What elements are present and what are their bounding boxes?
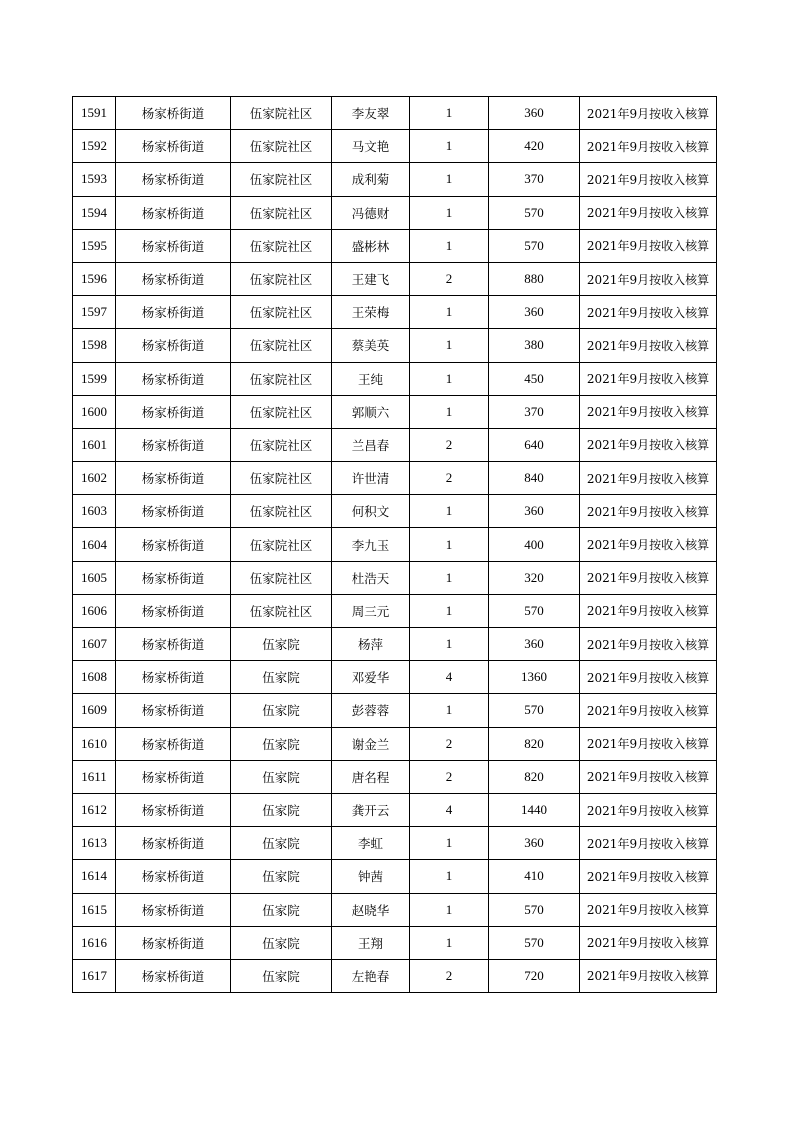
household-size-cell: 1 xyxy=(410,362,489,395)
community-cell: 伍家院社区 xyxy=(231,395,332,428)
name-cell: 兰昌春 xyxy=(332,428,410,461)
amount-cell: 720 xyxy=(489,959,580,992)
community-cell: 伍家院 xyxy=(231,860,332,893)
note-cell: 2021年9月按收入核算 xyxy=(580,395,717,428)
community-cell: 伍家院社区 xyxy=(231,196,332,229)
table-row xyxy=(73,229,717,262)
household-size-cell: 1 xyxy=(410,395,489,428)
name-cell: 何积文 xyxy=(332,495,410,528)
table-row xyxy=(73,262,717,295)
amount-cell: 410 xyxy=(489,860,580,893)
street-cell: 杨家桥街道 xyxy=(116,130,231,163)
table-row xyxy=(73,495,717,528)
community-cell: 伍家院社区 xyxy=(231,97,332,130)
household-size-cell: 1 xyxy=(410,495,489,528)
street-cell: 杨家桥街道 xyxy=(116,760,231,793)
note-cell: 2021年9月按收入核算 xyxy=(580,893,717,926)
household-size-cell: 4 xyxy=(410,661,489,694)
note-cell: 2021年9月按收入核算 xyxy=(580,760,717,793)
household-size-cell: 4 xyxy=(410,793,489,826)
amount-cell: 880 xyxy=(489,262,580,295)
name-cell: 邓爱华 xyxy=(332,661,410,694)
community-cell: 伍家院社区 xyxy=(231,362,332,395)
table-row xyxy=(73,163,717,196)
name-cell: 蔡美英 xyxy=(332,329,410,362)
note-cell: 2021年9月按收入核算 xyxy=(580,428,717,461)
amount-cell: 420 xyxy=(489,130,580,163)
household-size-cell: 1 xyxy=(410,893,489,926)
street-cell: 杨家桥街道 xyxy=(116,893,231,926)
amount-cell: 1360 xyxy=(489,661,580,694)
street-cell: 杨家桥街道 xyxy=(116,428,231,461)
name-cell: 彭蓉蓉 xyxy=(332,694,410,727)
street-cell: 杨家桥街道 xyxy=(116,462,231,495)
note-cell: 2021年9月按收入核算 xyxy=(580,262,717,295)
amount-cell: 570 xyxy=(489,893,580,926)
name-cell: 唐名程 xyxy=(332,760,410,793)
household-size-cell: 1 xyxy=(410,196,489,229)
household-size-cell: 2 xyxy=(410,262,489,295)
street-cell: 杨家桥街道 xyxy=(116,793,231,826)
street-cell: 杨家桥街道 xyxy=(116,296,231,329)
note-cell: 2021年9月按收入核算 xyxy=(580,329,717,362)
name-cell: 李友翠 xyxy=(332,97,410,130)
note-cell: 2021年9月按收入核算 xyxy=(580,661,717,694)
street-cell: 杨家桥街道 xyxy=(116,827,231,860)
note-cell: 2021年9月按收入核算 xyxy=(580,594,717,627)
row-number-cell: 1615 xyxy=(73,893,116,926)
household-size-cell: 1 xyxy=(410,229,489,262)
household-size-cell: 1 xyxy=(410,296,489,329)
table-row xyxy=(73,97,717,130)
street-cell: 杨家桥街道 xyxy=(116,860,231,893)
table-row xyxy=(73,462,717,495)
street-cell: 杨家桥街道 xyxy=(116,561,231,594)
row-number-cell: 1610 xyxy=(73,727,116,760)
amount-cell: 370 xyxy=(489,163,580,196)
row-number-cell: 1617 xyxy=(73,959,116,992)
street-cell: 杨家桥街道 xyxy=(116,628,231,661)
household-size-cell: 1 xyxy=(410,97,489,130)
amount-cell: 360 xyxy=(489,827,580,860)
row-number-cell: 1604 xyxy=(73,528,116,561)
community-cell: 伍家院 xyxy=(231,959,332,992)
row-number-cell: 1608 xyxy=(73,661,116,694)
household-size-cell: 1 xyxy=(410,528,489,561)
name-cell: 许世清 xyxy=(332,462,410,495)
amount-cell: 400 xyxy=(489,528,580,561)
note-cell: 2021年9月按收入核算 xyxy=(580,130,717,163)
street-cell: 杨家桥街道 xyxy=(116,196,231,229)
row-number-cell: 1596 xyxy=(73,262,116,295)
table-row xyxy=(73,528,717,561)
row-number-cell: 1602 xyxy=(73,462,116,495)
community-cell: 伍家院社区 xyxy=(231,130,332,163)
row-number-cell: 1603 xyxy=(73,495,116,528)
amount-cell: 360 xyxy=(489,97,580,130)
name-cell: 周三元 xyxy=(332,594,410,627)
community-cell: 伍家院社区 xyxy=(231,561,332,594)
table-row xyxy=(73,661,717,694)
note-cell: 2021年9月按收入核算 xyxy=(580,926,717,959)
community-cell: 伍家院 xyxy=(231,827,332,860)
community-cell: 伍家院 xyxy=(231,926,332,959)
community-cell: 伍家院社区 xyxy=(231,296,332,329)
row-number-cell: 1593 xyxy=(73,163,116,196)
street-cell: 杨家桥街道 xyxy=(116,528,231,561)
table-row xyxy=(73,329,717,362)
row-number-cell: 1614 xyxy=(73,860,116,893)
table-row xyxy=(73,893,717,926)
household-size-cell: 2 xyxy=(410,727,489,760)
name-cell: 杜浩天 xyxy=(332,561,410,594)
name-cell: 郭顺六 xyxy=(332,395,410,428)
name-cell: 李虹 xyxy=(332,827,410,860)
table-row xyxy=(73,793,717,826)
note-cell: 2021年9月按收入核算 xyxy=(580,163,717,196)
community-cell: 伍家院 xyxy=(231,628,332,661)
street-cell: 杨家桥街道 xyxy=(116,229,231,262)
row-number-cell: 1600 xyxy=(73,395,116,428)
note-cell: 2021年9月按收入核算 xyxy=(580,229,717,262)
community-cell: 伍家院社区 xyxy=(231,462,332,495)
household-size-cell: 1 xyxy=(410,561,489,594)
row-number-cell: 1612 xyxy=(73,793,116,826)
name-cell: 谢金兰 xyxy=(332,727,410,760)
amount-cell: 370 xyxy=(489,395,580,428)
row-number-cell: 1598 xyxy=(73,329,116,362)
household-size-cell: 1 xyxy=(410,827,489,860)
name-cell: 王纯 xyxy=(332,362,410,395)
street-cell: 杨家桥街道 xyxy=(116,495,231,528)
table-row xyxy=(73,594,717,627)
row-number-cell: 1594 xyxy=(73,196,116,229)
row-number-cell: 1609 xyxy=(73,694,116,727)
row-number-cell: 1599 xyxy=(73,362,116,395)
amount-cell: 640 xyxy=(489,428,580,461)
community-cell: 伍家院社区 xyxy=(231,229,332,262)
name-cell: 马文艳 xyxy=(332,130,410,163)
table-row xyxy=(73,959,717,992)
community-cell: 伍家院社区 xyxy=(231,495,332,528)
community-cell: 伍家院社区 xyxy=(231,329,332,362)
table-row xyxy=(73,827,717,860)
amount-cell: 320 xyxy=(489,561,580,594)
community-cell: 伍家院社区 xyxy=(231,594,332,627)
note-cell: 2021年9月按收入核算 xyxy=(580,628,717,661)
amount-cell: 840 xyxy=(489,462,580,495)
row-number-cell: 1591 xyxy=(73,97,116,130)
row-number-cell: 1613 xyxy=(73,827,116,860)
note-cell: 2021年9月按收入核算 xyxy=(580,97,717,130)
name-cell: 成利菊 xyxy=(332,163,410,196)
row-number-cell: 1601 xyxy=(73,428,116,461)
community-cell: 伍家院 xyxy=(231,793,332,826)
name-cell: 杨萍 xyxy=(332,628,410,661)
amount-cell: 1440 xyxy=(489,793,580,826)
records-table xyxy=(72,96,717,993)
amount-cell: 570 xyxy=(489,594,580,627)
household-size-cell: 2 xyxy=(410,959,489,992)
household-size-cell: 1 xyxy=(410,860,489,893)
street-cell: 杨家桥街道 xyxy=(116,163,231,196)
name-cell: 左艳春 xyxy=(332,959,410,992)
table-row xyxy=(73,860,717,893)
household-size-cell: 2 xyxy=(410,462,489,495)
note-cell: 2021年9月按收入核算 xyxy=(580,196,717,229)
household-size-cell: 1 xyxy=(410,329,489,362)
street-cell: 杨家桥街道 xyxy=(116,329,231,362)
street-cell: 杨家桥街道 xyxy=(116,959,231,992)
amount-cell: 570 xyxy=(489,196,580,229)
row-number-cell: 1611 xyxy=(73,760,116,793)
amount-cell: 820 xyxy=(489,760,580,793)
household-size-cell: 1 xyxy=(410,628,489,661)
household-size-cell: 1 xyxy=(410,594,489,627)
table-body xyxy=(73,97,717,993)
street-cell: 杨家桥街道 xyxy=(116,97,231,130)
row-number-cell: 1606 xyxy=(73,594,116,627)
amount-cell: 820 xyxy=(489,727,580,760)
note-cell: 2021年9月按收入核算 xyxy=(580,495,717,528)
note-cell: 2021年9月按收入核算 xyxy=(580,528,717,561)
community-cell: 伍家院社区 xyxy=(231,428,332,461)
table-row xyxy=(73,196,717,229)
household-size-cell: 2 xyxy=(410,760,489,793)
table-row xyxy=(73,628,717,661)
community-cell: 伍家院 xyxy=(231,760,332,793)
household-size-cell: 1 xyxy=(410,130,489,163)
name-cell: 钟茜 xyxy=(332,860,410,893)
community-cell: 伍家院社区 xyxy=(231,163,332,196)
table-row xyxy=(73,760,717,793)
table-row xyxy=(73,395,717,428)
household-size-cell: 1 xyxy=(410,694,489,727)
household-size-cell: 2 xyxy=(410,428,489,461)
street-cell: 杨家桥街道 xyxy=(116,395,231,428)
street-cell: 杨家桥街道 xyxy=(116,694,231,727)
community-cell: 伍家院社区 xyxy=(231,262,332,295)
community-cell: 伍家院 xyxy=(231,893,332,926)
amount-cell: 570 xyxy=(489,229,580,262)
row-number-cell: 1605 xyxy=(73,561,116,594)
amount-cell: 360 xyxy=(489,628,580,661)
note-cell: 2021年9月按收入核算 xyxy=(580,959,717,992)
household-size-cell: 1 xyxy=(410,163,489,196)
row-number-cell: 1597 xyxy=(73,296,116,329)
amount-cell: 360 xyxy=(489,495,580,528)
amount-cell: 570 xyxy=(489,926,580,959)
table-row xyxy=(73,694,717,727)
note-cell: 2021年9月按收入核算 xyxy=(580,694,717,727)
amount-cell: 360 xyxy=(489,296,580,329)
note-cell: 2021年9月按收入核算 xyxy=(580,462,717,495)
household-size-cell: 1 xyxy=(410,926,489,959)
amount-cell: 380 xyxy=(489,329,580,362)
name-cell: 王荣梅 xyxy=(332,296,410,329)
table-row xyxy=(73,362,717,395)
name-cell: 龚开云 xyxy=(332,793,410,826)
street-cell: 杨家桥街道 xyxy=(116,661,231,694)
row-number-cell: 1592 xyxy=(73,130,116,163)
community-cell: 伍家院 xyxy=(231,727,332,760)
community-cell: 伍家院社区 xyxy=(231,528,332,561)
note-cell: 2021年9月按收入核算 xyxy=(580,362,717,395)
name-cell: 王建飞 xyxy=(332,262,410,295)
community-cell: 伍家院 xyxy=(231,694,332,727)
note-cell: 2021年9月按收入核算 xyxy=(580,860,717,893)
note-cell: 2021年9月按收入核算 xyxy=(580,793,717,826)
row-number-cell: 1616 xyxy=(73,926,116,959)
street-cell: 杨家桥街道 xyxy=(116,362,231,395)
name-cell: 盛彬林 xyxy=(332,229,410,262)
name-cell: 赵晓华 xyxy=(332,893,410,926)
note-cell: 2021年9月按收入核算 xyxy=(580,296,717,329)
row-number-cell: 1607 xyxy=(73,628,116,661)
name-cell: 王翔 xyxy=(332,926,410,959)
amount-cell: 450 xyxy=(489,362,580,395)
row-number-cell: 1595 xyxy=(73,229,116,262)
note-cell: 2021年9月按收入核算 xyxy=(580,827,717,860)
amount-cell: 570 xyxy=(489,694,580,727)
street-cell: 杨家桥街道 xyxy=(116,727,231,760)
table-row xyxy=(73,130,717,163)
street-cell: 杨家桥街道 xyxy=(116,594,231,627)
street-cell: 杨家桥街道 xyxy=(116,262,231,295)
table-row xyxy=(73,727,717,760)
table-row xyxy=(73,428,717,461)
table-row xyxy=(73,561,717,594)
name-cell: 冯德财 xyxy=(332,196,410,229)
note-cell: 2021年9月按收入核算 xyxy=(580,727,717,760)
table-row xyxy=(73,296,717,329)
note-cell: 2021年9月按收入核算 xyxy=(580,561,717,594)
street-cell: 杨家桥街道 xyxy=(116,926,231,959)
community-cell: 伍家院 xyxy=(231,661,332,694)
table-row xyxy=(73,926,717,959)
name-cell: 李九玉 xyxy=(332,528,410,561)
